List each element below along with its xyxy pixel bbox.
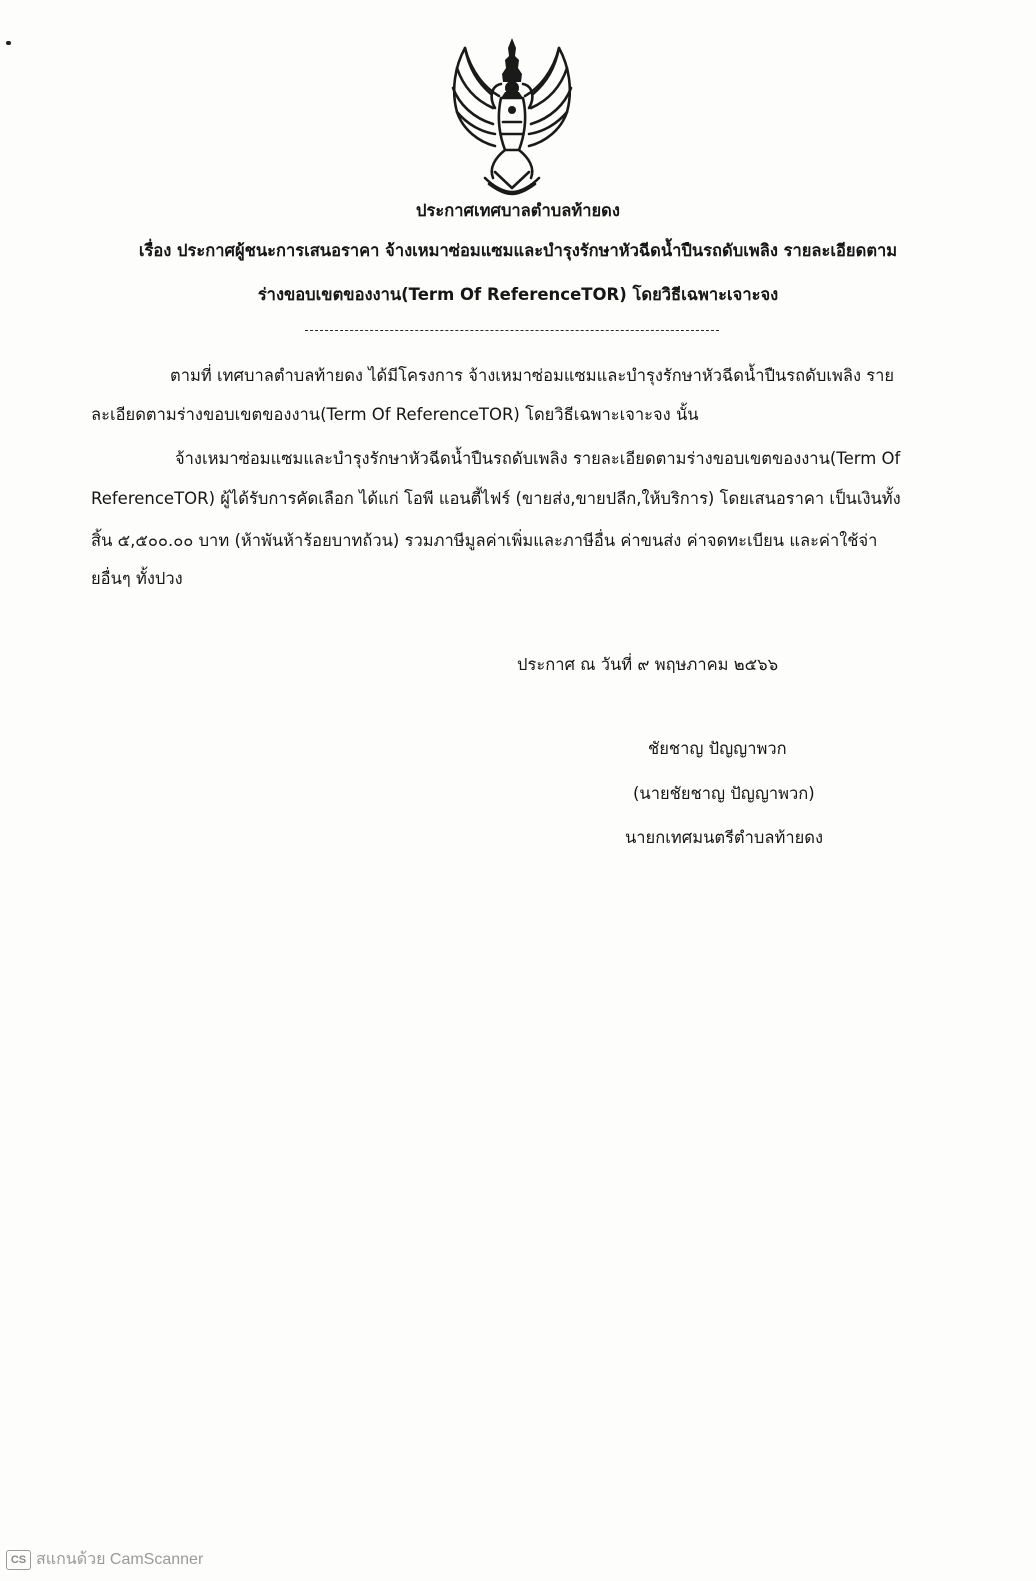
camscanner-logo-icon: CS [6,1550,31,1570]
signer-position: นายกเทศมนตรีตำบลท้ายดง [625,828,824,847]
announcement-title: ประกาศเทศบาลตำบลท้ายดง [416,201,620,220]
title-divider [305,330,719,331]
paragraph-2-line-3: สิ้น ๕,๕๐๐.๐๐ บาท (ห้าพันห้าร้อยบาทถ้วน) รวมภาษีมูลค่าเพิ่มและภาษีอื่น ค่าขนส่ง ค่าจดทะเบียน และค่าใช้จ่า [91,531,878,550]
paragraph-2-line-4: ยอื่นๆ ทั้งปวง [91,569,183,588]
subject-line-2: ร่างขอบเขตของงาน(Term Of ReferenceTOR) โดยวิธีเฉพาะเจาะจง [257,285,779,304]
announcement-date: ประกาศ ณ วันที่ ๙ พฤษภาคม ๒๕๖๖ [517,655,779,674]
signature-name: ชัยชาญ ปัญญาพวก [648,739,787,758]
paragraph-1-line-1: ตามที่ เทศบาลตำบลท้ายดง ได้มีโครงการ จ้างเหมาซ่อมแซมและบำรุงรักษาหัวฉีดน้ำปืนรถดับเพลิง ราย [170,366,895,385]
paragraph-2-line-2: ReferenceTOR) ผู้ได้รับการคัดเลือก ได้แก่ โอพี แอนตี้ไฟร์ (ขายส่ง,ขายปลีก,ให้บริการ) โดยเสนอราคา เป็นเงินทั้ง [91,489,901,508]
scan-speck [6,41,11,45]
printed-name: (นายชัยชาญ ปัญญาพวก) [633,784,815,803]
paragraph-1-line-2: ละเอียดตามร่างขอบเขตของงาน(Term Of ReferenceTOR) โดยวิธีเฉพาะเจาะจง นั้น [91,405,699,424]
garuda-emblem-icon [445,38,579,196]
camscanner-watermark [6,1547,203,1572]
subject-line-1: เรื่อง ประกาศผู้ชนะการเสนอราคา จ้างเหมาซ่อมแซมและบำรุงรักษาหัวฉีดน้ำปืนรถดับเพลิง รายละเอียดตาม [138,241,898,260]
camscanner-text: สแกนด้วย CamScanner [36,1551,204,1568]
paragraph-2-line-1: จ้างเหมาซ่อมแซมและบำรุงรักษาหัวฉีดน้ำปืนรถดับเพลิง รายละเอียดตามร่างขอบเขตของงาน(Term Of [175,449,901,468]
